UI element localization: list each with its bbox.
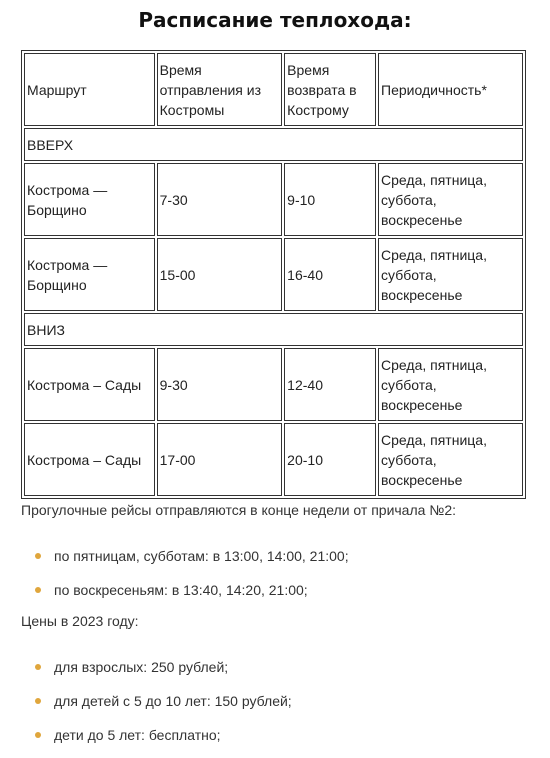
return-cell: 16-40 [284,238,376,311]
schedule-table [21,50,526,499]
list-item-text: для детей с 5 до 10 лет: 150 рублей; [54,693,292,709]
route-cell: Кострома – Сады [24,348,155,421]
departure-cell: 9-30 [157,348,283,421]
header-departure: Время отправления из Костромы [157,53,283,126]
bullet-dot-icon [35,664,41,670]
periodicity-cell: Среда, пятница, суббота, воскресенье [378,348,523,421]
list-item [35,690,292,712]
bullet-dot-icon [35,587,41,593]
list-item [35,545,349,567]
return-cell: 9-10 [284,163,376,236]
list-item-text: по воскресеньям: в 13:40, 14:20, 21:00; [54,582,308,598]
bullet-dot-icon [35,698,41,704]
departure-cell: 17-00 [157,423,283,496]
table-row [24,163,523,236]
page-title: Расписание теплохода: [138,8,412,32]
departure-cell: 7-30 [157,163,283,236]
table-row [24,238,523,311]
section-label-down: ВНИЗ [24,313,523,346]
route-cell: Кострома — Борщино [24,163,155,236]
header-return: Время возврата в Кострому [284,53,376,126]
list-item-text: дети до 5 лет: бесплатно; [54,727,221,743]
table-header-row [24,53,523,126]
bullet-dot-icon [35,732,41,738]
weekend-schedule-list [35,545,349,613]
section-row-down [24,313,523,346]
return-cell: 20-10 [284,423,376,496]
route-cell: Кострома — Борщино [24,238,155,311]
prices-heading: Цены в 2023 году: [21,613,139,629]
table-row [24,348,523,421]
route-cell: Кострома – Сады [24,423,155,496]
list-item [35,656,292,678]
periodicity-cell: Среда, пятница, суббота, воскресенье [378,238,523,311]
periodicity-cell: Среда, пятница, суббота, воскресенье [378,423,523,496]
periodicity-cell: Среда, пятница, суббота, воскресенье [378,163,523,236]
section-row-up [24,128,523,161]
list-item-text: по пятницам, субботам: в 13:00, 14:00, 21:00; [54,548,349,564]
bullet-dot-icon [35,553,41,559]
departure-cell: 15-00 [157,238,283,311]
header-periodicity: Периодичность* [378,53,523,126]
return-cell: 12-40 [284,348,376,421]
list-item-text: для взрослых: 250 рублей; [54,659,229,675]
price-list [35,656,292,758]
header-route: Маршрут [24,53,155,126]
intro-text: Прогулочные рейсы отправляются в конце недели от причала №2: [21,502,457,518]
section-label-up: ВВЕРХ [24,128,523,161]
list-item [35,724,292,746]
table-row [24,423,523,496]
list-item [35,579,349,601]
